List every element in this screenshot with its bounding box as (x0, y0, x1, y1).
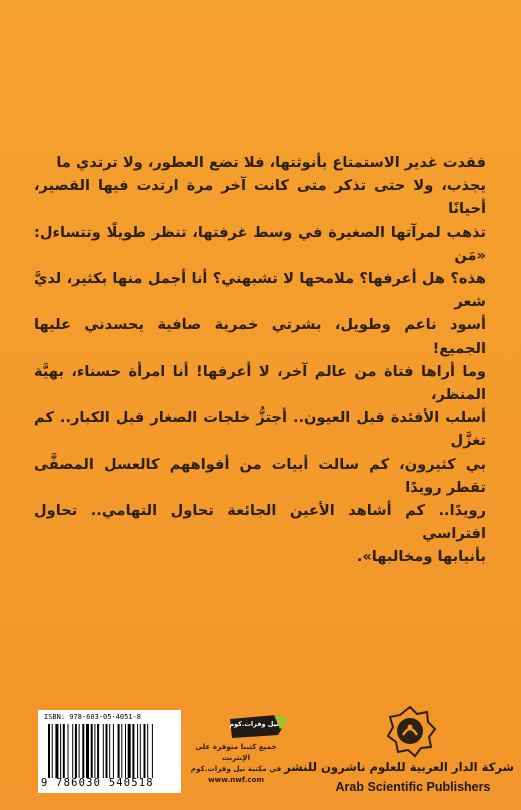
publisher-logo-icon (384, 706, 436, 758)
bookstore-url: www.nwf.com (207, 775, 265, 784)
isbn-label: ISBN: 978-603-05-4051-8 (44, 713, 141, 721)
publisher-name-english: Arab Scientific Publishers (335, 780, 491, 794)
isbn-barcode (38, 710, 181, 793)
barcode-bars (48, 724, 173, 778)
publisher-name-arabic: شركة الدار العربية للعلوم ناشرون للنشر (284, 760, 514, 774)
blurb-text (34, 151, 486, 569)
blurb-line: رويدًا.. كم أشاهد الأعين الجائعة تحاول التهامي.. تحاول افتراسي (34, 502, 486, 543)
blurb-line: بي كثيرون، كم سالت أبيات من أفواههم كالعسل المصفَّى تقطر رويدًا (34, 455, 486, 496)
blurb-line: هذه؟ هل أعرفها؟ ملامحها لا تشبهني؟ أنا أجمل منها بكثير، لديَّ شعر (34, 270, 486, 311)
bookstore-line-2: في مكتبة نيل وفرات.كوم (190, 764, 282, 773)
bookstore-badge-label: نيل وفرات.كوم (229, 720, 279, 728)
blurb-line: بأنيابها ومخالبها». (356, 548, 486, 566)
bookstore-text (188, 741, 284, 785)
blurb-line: وما أراها فتاة من عالم آخر، لا أعرفها! أنا امرأة حسناء، بهيَّة المنظر، (34, 362, 486, 404)
bookstore-line-1: جميع كتبنا متوفرة على الإنترنت (195, 742, 277, 762)
blurb-line: يجذب، ولا حتى تذكر متى كانت آخر مرة ارتدت فيها القصير، أحيانًا (34, 177, 486, 218)
blurb-line: أسلب الأفئدة قبل العيون.. أجتزُّ خلجات الصغار قبل الكبار.. كم تغزَّل (34, 409, 486, 450)
blurb-line: أسود ناعم وطويل، بشرتي خمرية صافية يحسدني عليها الجميع! (34, 316, 486, 357)
blurb-line: فقدت غدير الاستمتاع بأنوثتها، فلا تضع العطور، ولا ترتدي ما (56, 154, 486, 171)
bookstore-badge (228, 715, 288, 739)
blurb-line: تذهب لمرآتها الصغيرة في وسط غرفتها، تنظر طويلًا وتتساءل: «مَن (34, 223, 486, 264)
barcode-digits: 9 786030 540518 (41, 777, 154, 789)
